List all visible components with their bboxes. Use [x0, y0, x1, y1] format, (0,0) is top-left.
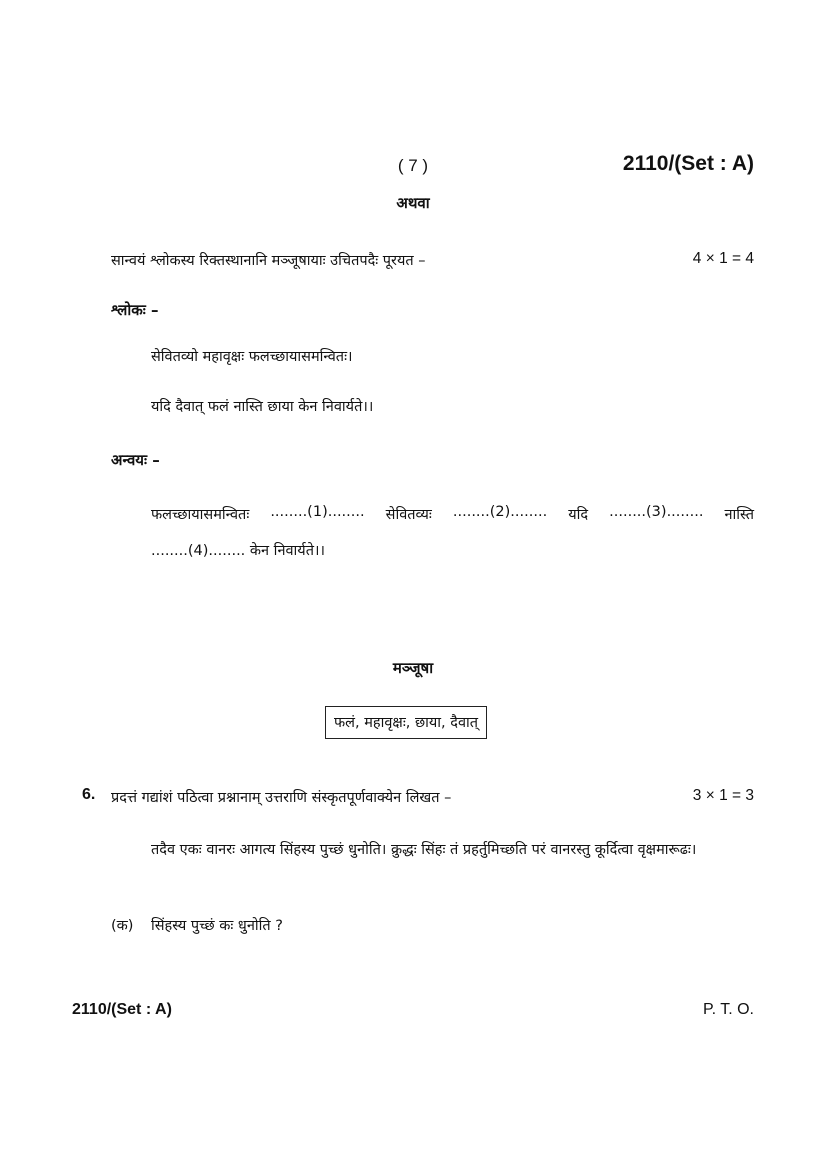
anvaya-blank-1: ........(1)........	[270, 504, 365, 520]
page-number: ( 7 )	[397, 156, 429, 175]
q6-number: 6.	[82, 786, 96, 803]
q6-marks: 3 × 1 = 3	[692, 787, 754, 804]
manjusha-words: फलं, महावृक्षः, छाया, दैवात्	[334, 715, 479, 731]
q6-passage: तदैव एकः वानरः आगत्य सिंहस्य पुच्छं धुनोति। क्रुद्धः सिंहः तं प्रहर्तुमिच्छति परं वानरस्तु कूर्दित्वा वृक्षमारूढः।	[151, 842, 697, 858]
paper-code-footer: 2110/(Set : A)	[72, 1001, 172, 1018]
anvaya-word: यदि	[568, 507, 589, 523]
anvaya-line-1	[151, 504, 754, 524]
shloka-label: श्लोकः –	[111, 301, 159, 319]
q6-instruction: प्रदत्तं गद्यांशं पठित्वा प्रश्नानाम् उत्तराणि संस्कृतपूर्णवाक्येन लिखत –	[111, 790, 452, 806]
q5-instruction: सान्वयं श्लोकस्य रिक्तस्थानानि मञ्जूषायाः उचितपदैः पूरयत –	[111, 253, 426, 269]
anvaya-word: सेवितव्यः	[385, 507, 432, 523]
anvaya-line-2: ........(4)........ केन निवार्यते।।	[151, 543, 325, 559]
anvaya-word: नास्ति	[724, 507, 754, 523]
q6-question-a: सिंहस्य पुच्छं कः धुनोति ?	[151, 918, 283, 934]
anvaya-blank-3: ........(3)........	[609, 504, 704, 520]
anvaya-blank-2: ........(2)........	[452, 504, 548, 520]
q5-marks: 4 × 1 = 4	[692, 250, 754, 267]
pto-label: P. T. O.	[703, 1001, 754, 1018]
shloka-line-1: सेवितव्यो महावृक्षः फलच्छायासमन्वितः।	[151, 349, 353, 365]
q6-question-a-label: (क)	[111, 918, 134, 934]
paper-code-header: 2110/(Set : A)	[622, 152, 754, 175]
manjusha-box	[325, 706, 487, 739]
alternative-label: अथवा	[396, 194, 430, 212]
anvaya-label: अन्वयः –	[111, 451, 160, 469]
shloka-line-2: यदि दैवात् फलं नास्ति छाया केन निवार्यते।।	[151, 399, 374, 415]
manjusha-title: मञ्जूषा	[392, 659, 434, 677]
anvaya-word: फलच्छायासमन्वितः	[151, 507, 250, 523]
